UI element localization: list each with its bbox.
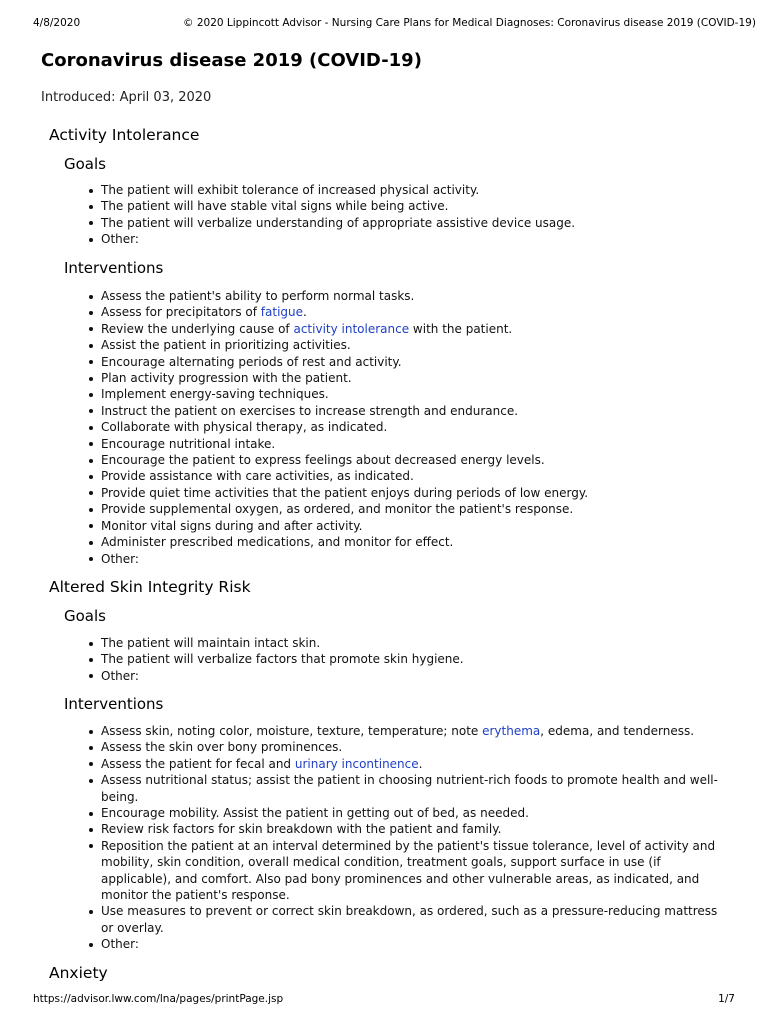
list-item: Use measures to prevent or correct skin breakdown, as ordered, such as a pressure-reducing mattress or overlay. bbox=[101, 903, 733, 936]
list-item: Plan activity progression with the patient. bbox=[101, 370, 733, 386]
list-item: The patient will verbalize understanding of appropriate assistive device usage. bbox=[101, 215, 733, 231]
goals-heading-altered-skin-integrity-risk: Goals bbox=[64, 607, 106, 625]
section-heading-activity-intolerance: Activity Intolerance bbox=[49, 126, 200, 144]
list-item-text: Review the underlying cause of bbox=[101, 321, 294, 336]
list-item: The patient will exhibit tolerance of increased physical activity. bbox=[101, 182, 733, 198]
list-item: Administer prescribed medications, and monitor for effect. bbox=[101, 534, 733, 550]
section-heading-altered-skin-integrity-risk: Altered Skin Integrity Risk bbox=[49, 578, 251, 596]
goals-heading-activity-intolerance: Goals bbox=[64, 155, 106, 173]
list-item: Instruct the patient on exercises to increase strength and endurance. bbox=[101, 403, 733, 419]
list-item: Review risk factors for skin breakdown with the patient and family. bbox=[101, 821, 733, 837]
list-item: Provide quiet time activities that the patient enjoys during periods of low energy. bbox=[101, 485, 733, 501]
page-title: Coronavirus disease 2019 (COVID-19) bbox=[41, 50, 422, 71]
list-item: The patient will verbalize factors that promote skin hygiene. bbox=[101, 651, 733, 667]
list-item: The patient will maintain intact skin. bbox=[101, 635, 733, 651]
list-item: Other: bbox=[101, 551, 733, 567]
list-item: The patient will have stable vital signs while being active. bbox=[101, 198, 733, 214]
print-footer-url: https://advisor.lww.com/lna/pages/printPage.jsp bbox=[33, 993, 284, 1005]
print-footer bbox=[33, 992, 735, 1006]
list-item bbox=[101, 723, 733, 739]
list-item: Encourage mobility. Assist the patient in getting out of bed, as needed. bbox=[101, 805, 733, 821]
term-link[interactable]: activity intolerance bbox=[293, 321, 410, 336]
list-item-text: with the patient. bbox=[409, 321, 513, 336]
list-item bbox=[101, 321, 733, 337]
list-item: Other: bbox=[101, 668, 733, 684]
term-link[interactable]: fatigue bbox=[260, 305, 304, 320]
term-link[interactable]: urinary incontinence bbox=[294, 756, 419, 771]
interventions-heading-activity-intolerance: Interventions bbox=[64, 259, 164, 277]
print-header-title: © 2020 Lippincott Advisor - Nursing Care Plans for Medical Diagnoses: Coronavirus disease 2019 (COVID-19) bbox=[183, 17, 756, 29]
list-item-text: , edema, and tenderness. bbox=[540, 724, 695, 738]
list-item: Provide supplemental oxygen, as ordered, and monitor the patient's response. bbox=[101, 501, 733, 517]
page-number: 1/7 bbox=[718, 993, 735, 1005]
list-item: Assess nutritional status; assist the patient in choosing nutrient-rich foods to promote health and well-being. bbox=[101, 772, 733, 805]
list-item: Reposition the patient at an interval determined by the patient's tissue tolerance, level of activity and mobility, skin condition, overall medical condition, treatment goals, support surface in use (if applicable), and comfort. Also pad bony prominences and other vulnerable areas, as indicated, and monitor the patient's response. bbox=[101, 838, 733, 904]
goals-list-altered-skin-integrity-risk bbox=[101, 635, 733, 684]
list-item-text: Assess skin, noting color, moisture, texture, temperature; note bbox=[101, 724, 483, 738]
list-item: Assist the patient in prioritizing activities. bbox=[101, 337, 733, 353]
interventions-list-altered-skin-integrity-risk bbox=[101, 723, 733, 953]
list-item-text: Assess for precipitators of bbox=[101, 305, 261, 320]
section-heading-anxiety: Anxiety bbox=[49, 964, 108, 982]
list-item-text: Assess the patient for fecal and bbox=[101, 756, 295, 771]
interventions-heading-altered-skin-integrity-risk: Interventions bbox=[64, 695, 164, 713]
list-item bbox=[101, 756, 733, 772]
list-item bbox=[101, 304, 733, 320]
term-link[interactable]: erythema bbox=[482, 724, 541, 738]
print-header bbox=[33, 16, 756, 30]
list-item: Assess the patient's ability to perform normal tasks. bbox=[101, 288, 733, 304]
list-item: Provide assistance with care activities, as indicated. bbox=[101, 468, 733, 484]
list-item: Other: bbox=[101, 231, 733, 247]
introduced-date: Introduced: April 03, 2020 bbox=[41, 90, 212, 105]
print-date: 4/8/2020 bbox=[33, 17, 81, 29]
list-item: Encourage the patient to express feelings about decreased energy levels. bbox=[101, 452, 733, 468]
list-item: Assess the skin over bony prominences. bbox=[101, 739, 733, 755]
goals-list-activity-intolerance bbox=[101, 182, 733, 248]
list-item-text: . bbox=[418, 756, 423, 771]
list-item: Collaborate with physical therapy, as indicated. bbox=[101, 419, 733, 435]
list-item: Other: bbox=[101, 936, 733, 952]
list-item-text: . bbox=[303, 305, 307, 320]
list-item: Monitor vital signs during and after activity. bbox=[101, 518, 733, 534]
list-item: Encourage nutritional intake. bbox=[101, 436, 733, 452]
list-item: Implement energy-saving techniques. bbox=[101, 386, 733, 402]
interventions-list-activity-intolerance bbox=[101, 288, 733, 567]
list-item: Encourage alternating periods of rest and activity. bbox=[101, 354, 733, 370]
